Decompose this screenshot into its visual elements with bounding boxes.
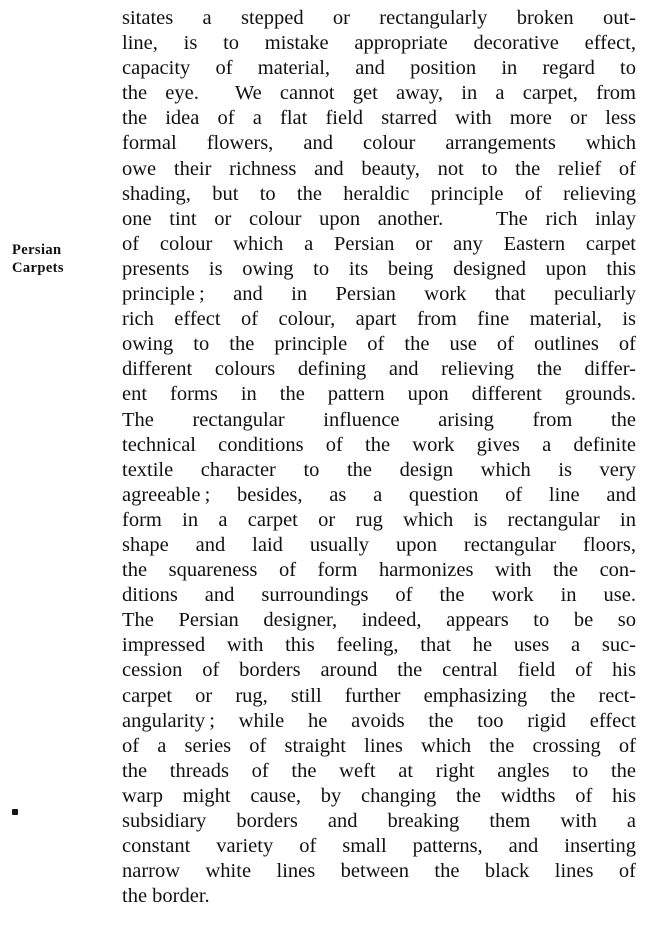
text-line: The Persian designer, indeed, appears to be so: [122, 609, 636, 632]
text-line: one tint or colour upon another. The rich inlay: [122, 207, 636, 230]
text-line: sitates a stepped or rectangularly broken out-: [122, 7, 636, 29]
text-line: constant variety of small patterns, and inserting: [122, 835, 636, 858]
text-line: textile character to the design which is very: [122, 458, 636, 481]
text-line: cession of borders around the central field of his: [122, 659, 636, 682]
text-line: ditions and surroundings of the work in use.: [122, 584, 636, 607]
text-line: carpet or rug, still further emphasizing the rect-: [122, 684, 636, 707]
text-line: ent forms in the pattern upon different grounds.: [122, 383, 636, 406]
text-line: agreeable ; besides, as a question of line and: [122, 483, 636, 506]
text-line: impressed with this feeling, that he uses a suc-: [122, 634, 636, 657]
text-line: different colours defining and relieving the differ-: [122, 358, 636, 381]
text-line: owe their richness and beauty, not to the relief of: [122, 157, 636, 180]
text-line: of a series of straight lines which the crossing of: [122, 734, 636, 757]
text-line: owing to the principle of the use of outlines of: [122, 333, 636, 356]
text-line: The rectangular influence arising from the: [122, 408, 636, 431]
margin-note-line-1: Persian: [12, 242, 62, 258]
margin-note-line-2: Carpets: [12, 260, 64, 276]
page-text: [122, 6, 636, 909]
text-line: the idea of a flat field starred with more or less: [122, 107, 636, 130]
text-line: technical conditions of the work gives a definite: [122, 433, 636, 456]
text-line: the border.: [122, 885, 210, 908]
text-line: form in a carpet or rug which is rectangular in: [122, 508, 636, 531]
text-line: the threads of the weft at right angles to the: [122, 759, 636, 782]
text-line: rich effect of colour, apart from fine material, is: [122, 308, 636, 331]
text-line: narrow white lines between the black lines of: [122, 860, 636, 883]
text-line: the eye. We cannot get away, in a carpet, from: [122, 82, 636, 105]
text-line: warp might cause, by changing the widths of his: [122, 784, 636, 807]
margin-note: [12, 241, 64, 277]
text-line: angularity ; while he avoids the too rigid effect: [122, 709, 636, 732]
text-line: line, is to mistake appropriate decorative effect,: [122, 32, 636, 55]
text-line: presents is owing to its being designed upon this: [122, 257, 636, 280]
text-line: shape and laid usually upon rectangular floors,: [122, 533, 636, 556]
ink-speck: [12, 809, 18, 815]
text-line: shading, but to the heraldic principle of relieving: [122, 182, 636, 205]
text-line: the squareness of form harmonizes with the con-: [122, 559, 636, 582]
text-line: principle ; and in Persian work that peculiarly: [122, 283, 636, 306]
text-line: subsidiary borders and breaking them with a: [122, 810, 636, 832]
text-line: formal flowers, and colour arrangements which: [122, 132, 636, 155]
text-line: capacity of material, and position in regard to: [122, 57, 636, 80]
text-line: of colour which a Persian or any Eastern carpet: [122, 232, 636, 255]
